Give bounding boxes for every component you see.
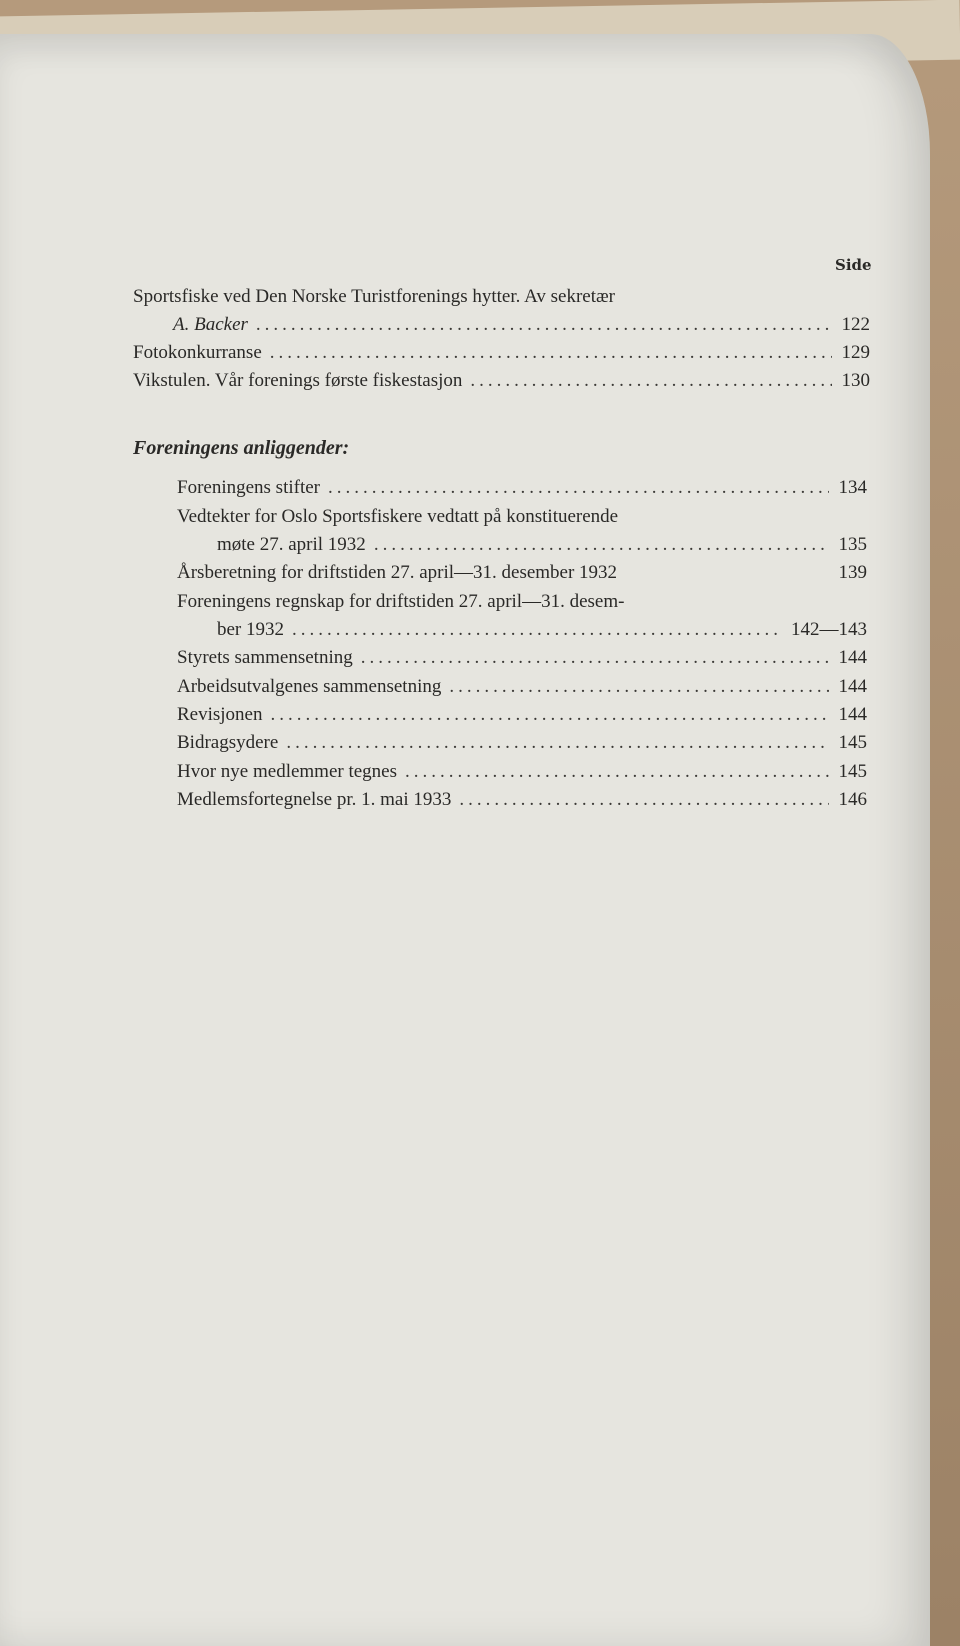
toc-entry-title: Sportsfiske ved Den Norske Turistforenings hytter. Av sekretær (133, 286, 615, 307)
toc-entry-page: 134 (838, 477, 867, 498)
dot-leader (374, 534, 829, 556)
dot-leader (256, 314, 832, 336)
toc-entry (177, 647, 867, 669)
dot-leader (271, 704, 830, 726)
toc-entry-title: Vikstulen. Vår forenings første fiskestasjon (133, 370, 463, 391)
toc-entry-title: Medlemsfortegnelse pr. 1. mai 1933 (177, 789, 452, 810)
toc-entry (177, 676, 867, 698)
toc-entry (173, 314, 870, 336)
toc-entry-page: 135 (838, 534, 867, 555)
toc-entry (133, 370, 870, 392)
toc-entry-title: Fotokonkurranse (133, 342, 262, 363)
toc-entry-page: 142—143 (791, 619, 867, 640)
toc-entry (177, 477, 867, 499)
dot-leader (405, 761, 829, 783)
toc-entry (177, 704, 867, 726)
dot-leader (286, 732, 829, 754)
toc-entry-title: Styrets sammensetning (177, 647, 353, 668)
toc-entry-page: 130 (841, 370, 870, 391)
toc-entry-page: 129 (841, 342, 870, 363)
toc-entry-page: 144 (838, 676, 867, 697)
toc-entry (217, 534, 867, 556)
toc-entry-page: 144 (838, 704, 867, 725)
toc-entry-page: 122 (841, 314, 870, 335)
toc-entry-title: Vedtekter for Oslo Sportsfiskere vedtatt på konstituerende (177, 506, 619, 527)
toc-entry (177, 732, 867, 754)
toc-entry-page: 145 (838, 761, 867, 782)
toc-entry (177, 789, 867, 811)
side-column-label: Side (835, 256, 872, 274)
toc-entry-title: Arbeidsutvalgenes sammensetning (177, 676, 442, 697)
toc-entry (133, 342, 870, 364)
dot-leader (459, 789, 829, 811)
toc-entry-title: ber 1932 (217, 619, 285, 640)
toc-entry-title: Årsberetning for driftstiden 27. april—31. desember 1932 (177, 562, 618, 583)
toc-entry-title: Foreningens regnskap for driftstiden 27. april—31. desem- (177, 591, 625, 612)
toc-entry-page: 145 (838, 732, 867, 753)
toc-entry-title: Revisjonen (177, 704, 263, 725)
toc-entry (177, 761, 867, 783)
toc-entry (177, 562, 867, 584)
toc-entry-title: Foreningens stifter (177, 477, 321, 498)
dot-leader (449, 676, 829, 698)
dot-leader (328, 477, 829, 499)
toc-entry-page: 146 (838, 789, 867, 810)
toc-entry-title: Hvor nye medlemmer tegnes (177, 761, 398, 782)
toc-entry-title: møte 27. april 1932 (217, 534, 366, 555)
table-of-contents (0, 34, 930, 1646)
toc-entry (217, 619, 867, 641)
section-heading: Foreningens anliggender: (133, 437, 350, 459)
toc-entry-title: Bidragsydere (177, 732, 279, 753)
dot-leader (470, 370, 832, 392)
dot-leader (292, 619, 783, 641)
toc-entry-title: A. Backer (173, 314, 248, 335)
book-page (0, 34, 930, 1646)
dot-leader (270, 342, 832, 364)
toc-entry-page: 144 (838, 647, 867, 668)
toc-entry-page: 139 (838, 562, 867, 583)
dot-leader (361, 647, 829, 669)
